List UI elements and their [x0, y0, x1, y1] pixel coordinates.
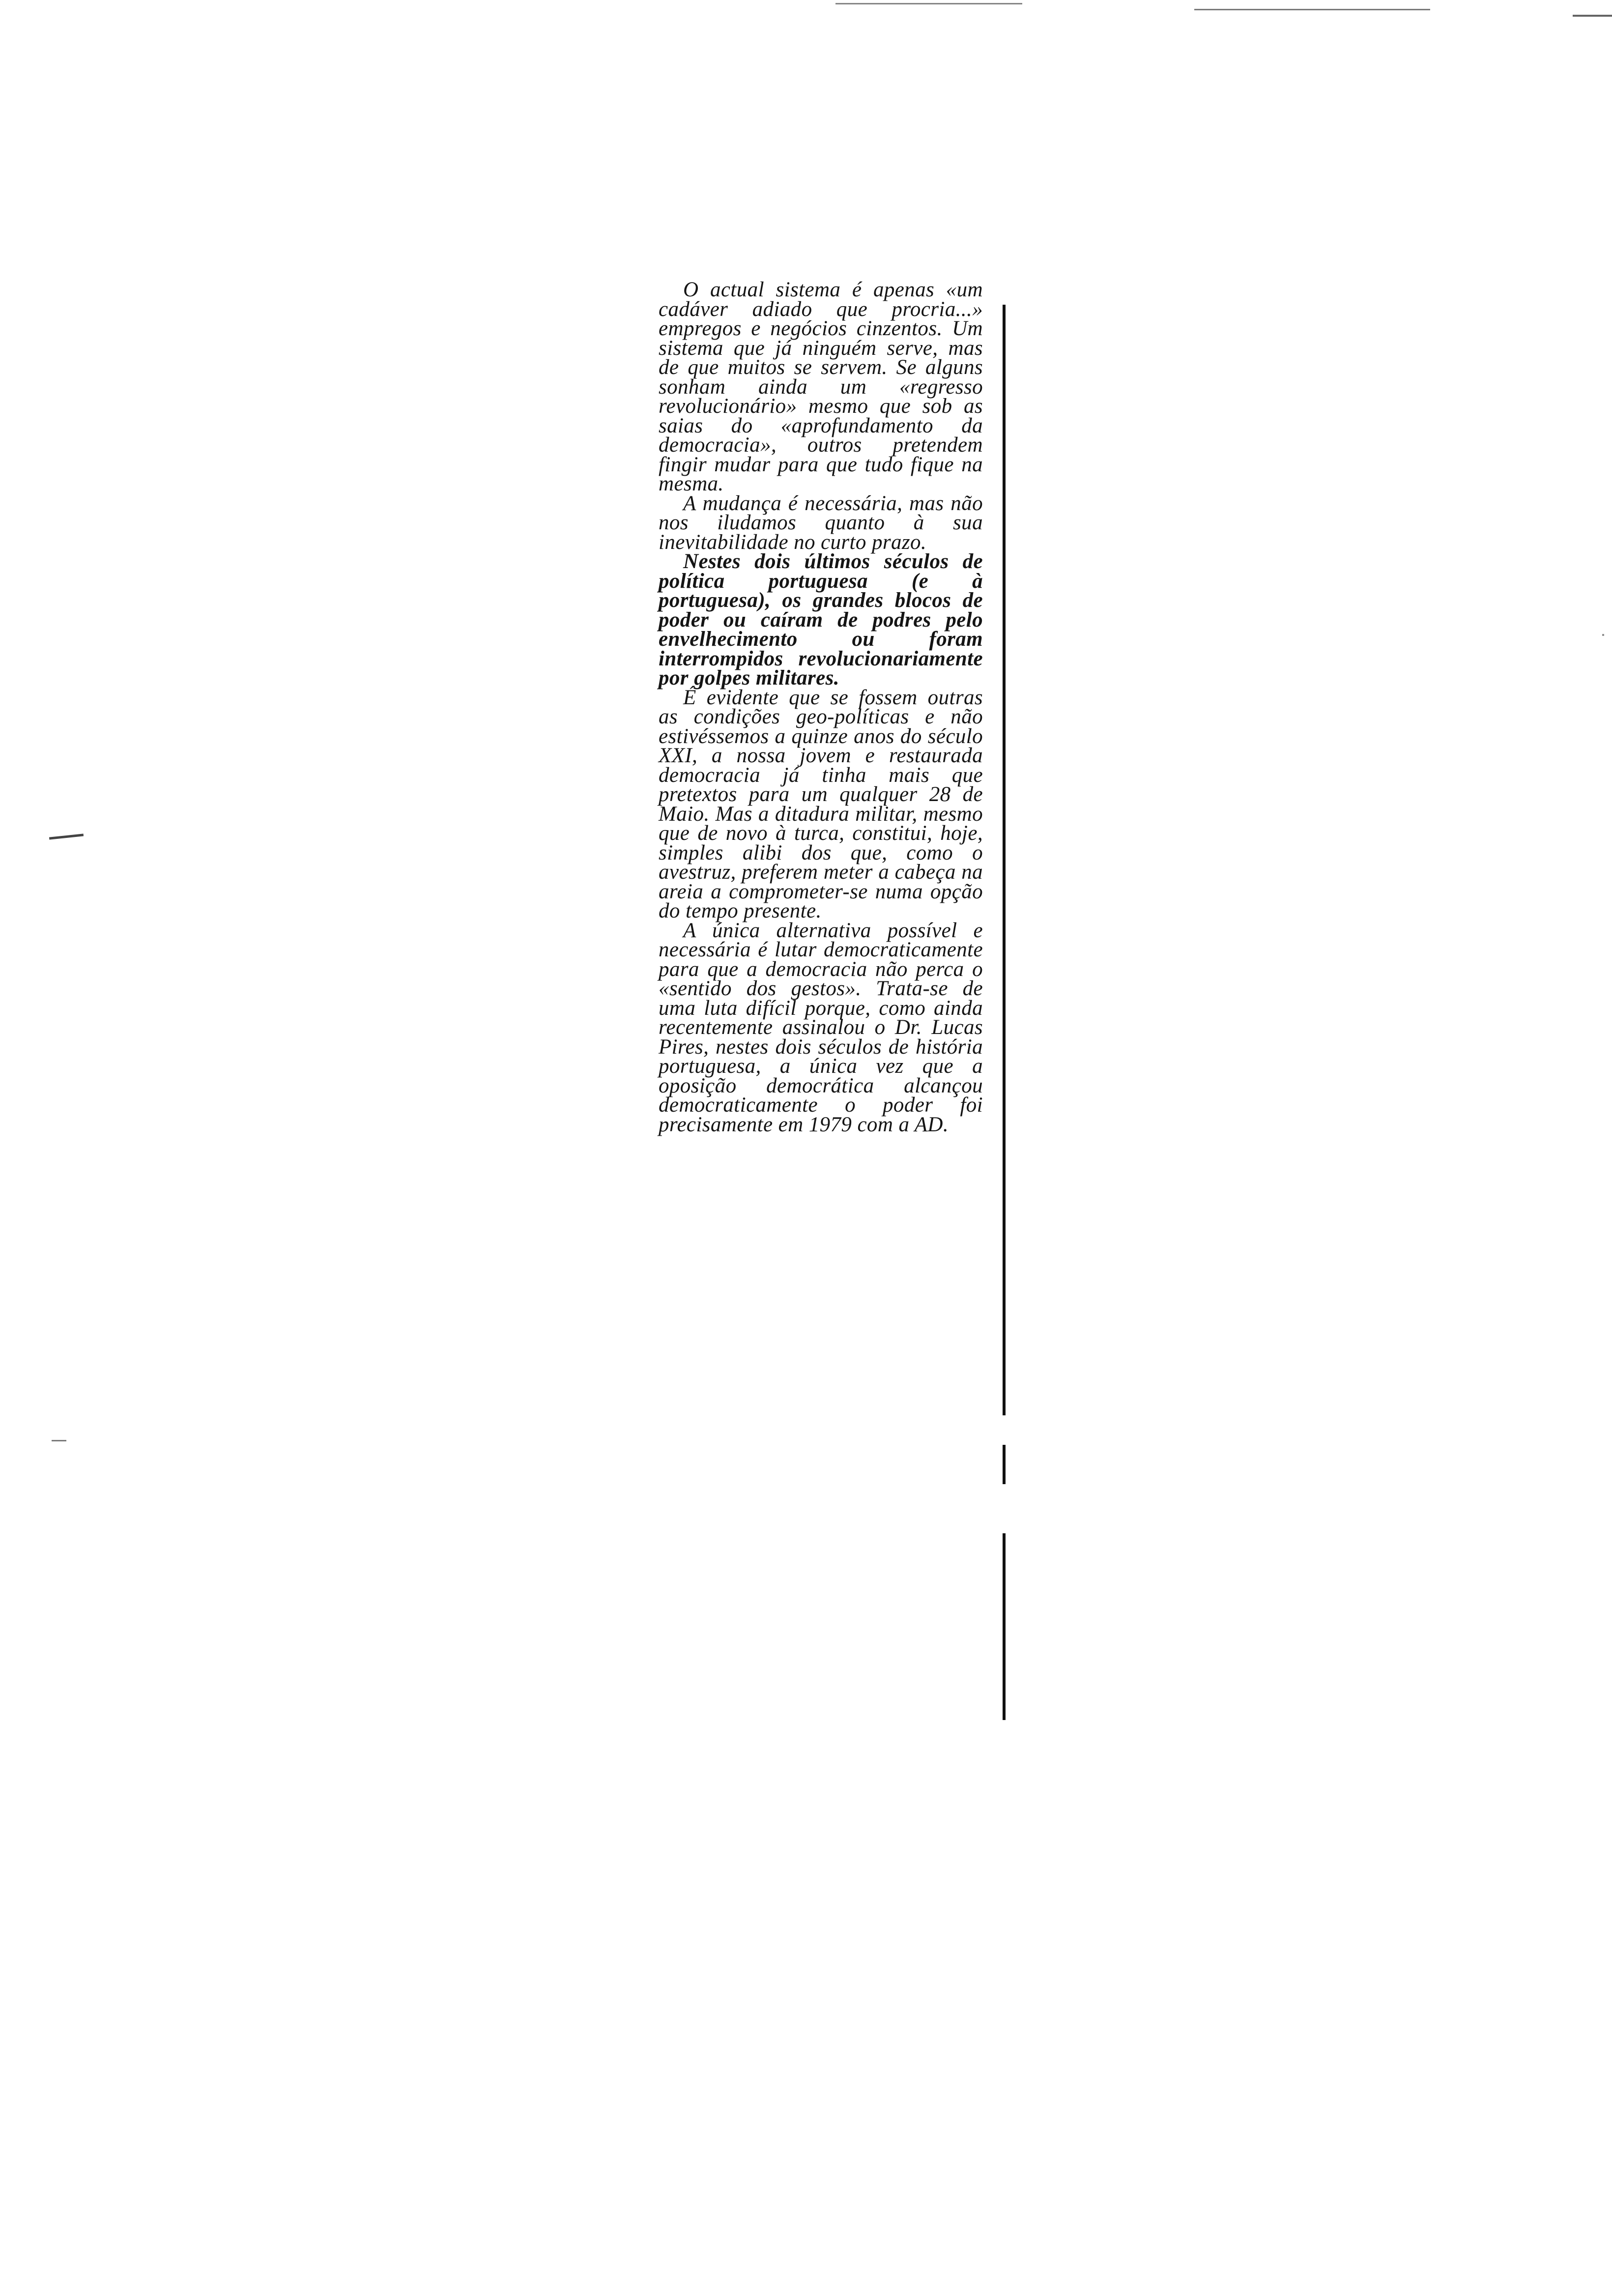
- column-rule-gap: [1001, 1415, 1008, 1445]
- column-rule-gap: [1001, 1484, 1008, 1533]
- scan-artifact-dot: [1602, 634, 1604, 636]
- scan-artifact-top: [1194, 9, 1430, 10]
- article-paragraph: A única alternativa possível e necessária é lutar democraticamente para que a democracia não perca o «sentido dos gestos». Trata-se de uma luta difícil porque, como ainda recentemente assinalou o Dr. Lucas Pires, nestes dois séculos de história portuguesa, a única vez que a oposição democrática alcançou democraticamente o poder foi precisamente em 1979 com a AD.: [659, 918, 983, 1136]
- article-paragraph: É evidente que se fossem outras as condições geo-políticas e não estivéssemos a quinze anos do século XXI, a nossa jovem e restaurada democracia já tinha mais que pretextos para um qualquer 28 de Maio. Mas a ditadura militar, mesmo que de novo à turca, constitui, hoje, simples alibi dos que, como o avestruz, preferem meter a cabeça na areia a comprometer-se numa opção do tempo presente.: [659, 686, 983, 922]
- scan-artifact-top: [1573, 15, 1612, 17]
- article-column: [659, 280, 983, 1134]
- article-paragraph: O actual sistema é apenas «um cadáver adiado que procria...» empregos e negócios cinzentos. Um sistema que já ninguém serve, mas de que muitos se servem. Se alguns sonham ainda um «regresso revolucionário» mesmo que sob as saias do «aprofundamento da democracia», outros pretendem fingir mudar para que tudo fique na mesma.: [659, 278, 983, 495]
- article-paragraph: Nestes dois últimos séculos de política portuguesa (e à portuguesa), os grandes blocos de poder ou caíram de podres pelo envelhecimento ou foram interrompidos revolucionariamente por golpes militares.: [659, 550, 983, 689]
- scan-artifact-top: [835, 3, 1022, 4]
- newspaper-clipping: [659, 280, 983, 1134]
- scan-artifact-left-dash: [52, 1440, 66, 1441]
- scan-artifact-left-mark: [49, 833, 84, 839]
- article-paragraph: A mudança é necessária, mas não nos iludamos quanto à sua inevitabilidade no curto prazo.: [659, 491, 983, 554]
